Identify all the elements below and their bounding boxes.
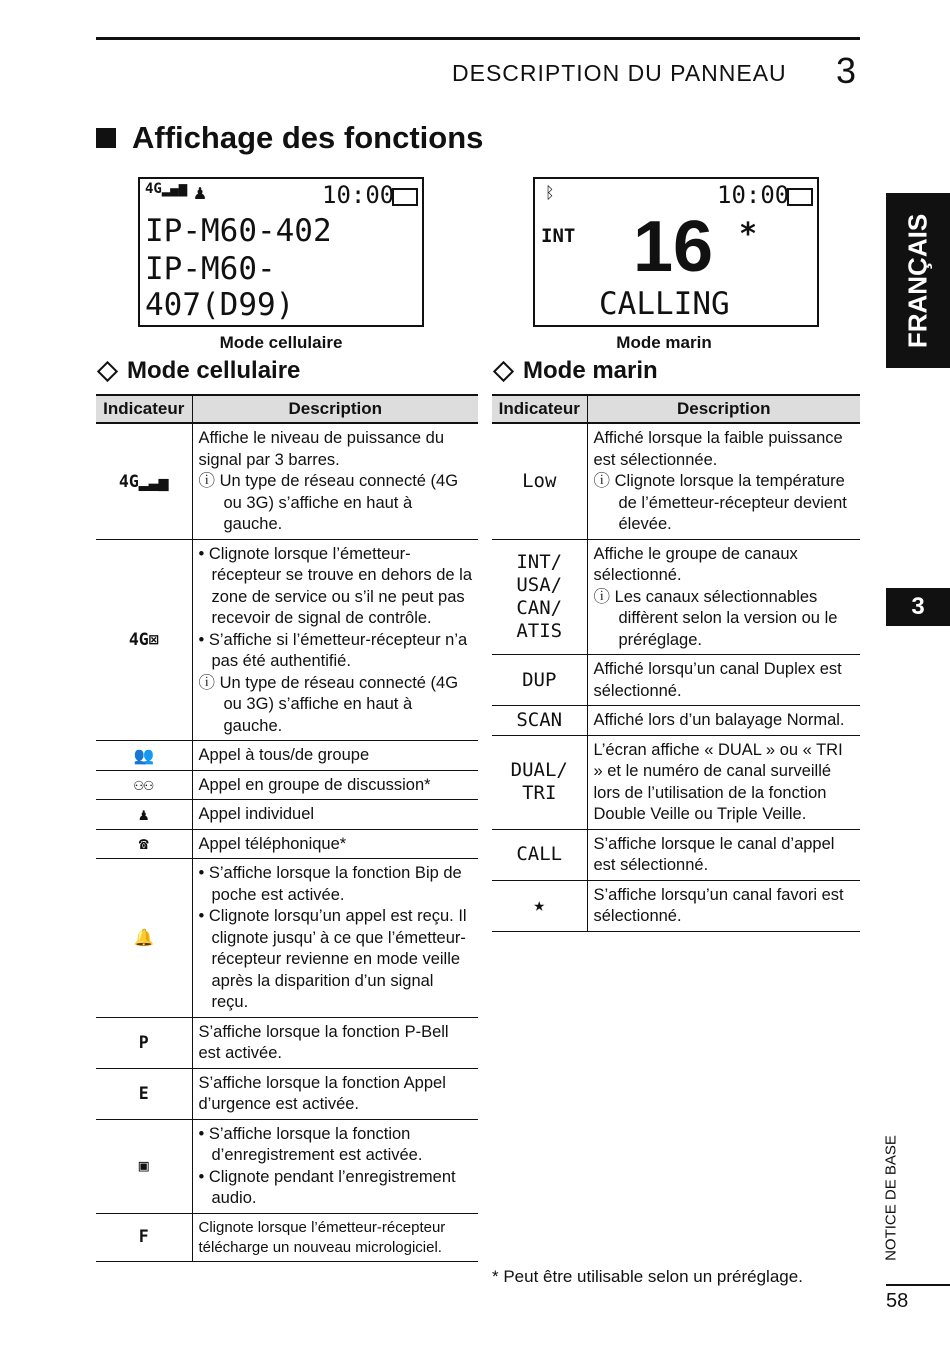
- favorite-star-icon-glyph: ★: [533, 894, 545, 916]
- indicator-description: [587, 706, 860, 736]
- table-row: [96, 829, 478, 859]
- description-note: ⓘ Clignote lorsque la température de l’émetteur-récepteur devient élevée.: [593, 472, 847, 533]
- favorite-star-icon: [492, 880, 587, 931]
- no-signal-4g-icon-glyph: 4G⊠: [128, 630, 159, 649]
- screen-line-2: IP-M60-407(D99): [145, 251, 295, 323]
- description-bullet: • S’affiche lorsque la fonction Bip de poche est activée.: [198, 864, 462, 904]
- table-row: [492, 880, 860, 931]
- diamond-icon: [493, 360, 514, 381]
- section-side-label-text: NOTICE DE BASE: [882, 1134, 900, 1261]
- channel-number: 16: [633, 207, 714, 287]
- marine-heading-text: Mode marin: [523, 357, 658, 384]
- telephone-call-icon-glyph: ☎: [138, 834, 149, 853]
- table-row: [96, 1119, 478, 1213]
- description-p: L’écran affiche « DUAL » ou « TRI » et le numéro de canal surveillé lors de l’utilisation de la fonction Double Veille ou Triple Veille.: [593, 740, 843, 823]
- all-group-call-icon-glyph: 👥: [133, 745, 155, 765]
- pocket-beep-icon-glyph: 🔔: [133, 928, 155, 947]
- all-group-call-icon: [96, 741, 192, 771]
- indicator-description: [192, 770, 478, 800]
- individual-call-icon-glyph: ♟: [138, 804, 149, 824]
- emergency-call-icon-glyph: E: [138, 1083, 149, 1103]
- language-tab: [886, 193, 950, 368]
- call-channel-icon: [492, 829, 587, 880]
- footnote: * Peut être utilisable selon un préréglage.: [492, 1267, 803, 1286]
- signal-4g-icon: [96, 423, 192, 539]
- description-note: ⓘ Un type de réseau connecté (4G ou 3G) s’affiche en haut à gauche.: [198, 472, 459, 533]
- low-power-icon: [492, 423, 587, 539]
- dual-tri-watch-icon-glyph: DUAL/ TRI: [510, 759, 568, 804]
- indicator-description: [192, 1017, 478, 1068]
- indicator-description: [192, 1068, 478, 1119]
- description-p: Appel téléphonique*: [198, 834, 347, 853]
- section-side-label: [876, 1130, 906, 1265]
- telephone-call-icon: [96, 829, 192, 859]
- indicator-description: [587, 539, 860, 655]
- clock-time: 10:00: [717, 181, 790, 209]
- clock-time: 10:00: [322, 181, 395, 209]
- diamond-icon: [97, 360, 118, 381]
- table-row: [96, 1213, 478, 1261]
- favorite-star-icon: *: [739, 217, 758, 252]
- col-description: Description: [192, 395, 478, 423]
- description-p: Affiché lors d’un balayage Normal.: [593, 711, 845, 729]
- indicator-description: [192, 741, 478, 771]
- low-power-icon-glyph: Low: [522, 469, 557, 492]
- scan-icon-glyph: SCAN: [516, 708, 563, 731]
- indicator-description: [587, 655, 860, 706]
- p-bell-icon-glyph: P: [138, 1032, 149, 1052]
- description-p: Affiche le groupe de canaux sélectionné.: [593, 544, 798, 584]
- language-tab-label: FRANÇAIS: [902, 213, 933, 348]
- individual-call-icon: ♟: [194, 180, 207, 204]
- indicator-description: [587, 423, 860, 539]
- table-row: [492, 539, 860, 655]
- table-row: [492, 423, 860, 539]
- description-p: Affiché lorsque la faible puissance est sélectionnée.: [593, 429, 843, 469]
- description-p: S’affiche lorsque la fonction Appel d’urgence est activée.: [198, 1073, 446, 1113]
- marine-indicator-table: [492, 394, 860, 932]
- table-row: [96, 859, 478, 1018]
- description-note: ⓘ Les canaux sélectionnables diffèrent selon la version ou le préréglage.: [593, 587, 838, 649]
- description-p: Appel à tous/de groupe: [198, 746, 370, 764]
- description-bullet: • Clignote lorsqu’un appel est reçu. Il clignote jusqu’ à ce que l’émetteur-récepteur revienne en mode veille après la disparition d’un signal reçu.: [198, 907, 467, 1011]
- channel-group: INT: [541, 225, 576, 247]
- indicator-description: [587, 829, 860, 880]
- table-row: [96, 1017, 478, 1068]
- bluetooth-icon: ᛒ: [545, 183, 555, 202]
- signal-4g-icon: 4G▂▄▆: [145, 181, 188, 197]
- chapter-number: 3: [836, 50, 857, 91]
- firmware-f-icon-glyph: F: [138, 1227, 149, 1247]
- p-bell-icon: [96, 1017, 192, 1068]
- call-channel-icon-glyph: CALL: [516, 843, 563, 865]
- talkgroup-call-icon-glyph: ⚇⚇: [133, 775, 154, 794]
- firmware-f-icon: [96, 1213, 192, 1261]
- table-row: [492, 655, 860, 706]
- table-row: [492, 706, 860, 736]
- section-title: DESCRIPTION DU PANNEAU: [452, 60, 787, 86]
- description-small: Clignote lorsque l’émetteur-récepteur télécharge un nouveau micrologiciel.: [198, 1218, 446, 1256]
- table-row: [492, 735, 860, 829]
- description-p: S’affiche lorsque le canal d’appel est sélectionné.: [593, 834, 835, 874]
- marine-heading: [492, 357, 658, 385]
- description-bullet: • S’affiche lorsque la fonction d’enregistrement est activée.: [198, 1124, 423, 1164]
- indicator-description: [587, 735, 860, 829]
- dual-tri-watch-icon: [492, 735, 587, 829]
- table-row: [96, 741, 478, 771]
- description-p: S’affiche lorsqu’un canal favori est sélectionné.: [593, 885, 844, 925]
- indicator-description: [192, 859, 478, 1018]
- description-p: Affiche le niveau de puissance du signal par 3 barres.: [198, 429, 445, 469]
- page-title: [96, 120, 483, 156]
- col-indicator: Indicateur: [96, 395, 192, 423]
- cellular-screen: [138, 177, 424, 327]
- pocket-beep-icon: [96, 859, 192, 1018]
- duplex-icon: [492, 655, 587, 706]
- description-p: Appel en groupe de discussion*: [198, 775, 431, 794]
- marine-screen: [533, 177, 819, 327]
- page-number-rule: [886, 1284, 950, 1286]
- description-p: Appel individuel: [198, 805, 315, 823]
- col-description: Description: [587, 395, 860, 423]
- table-row: [492, 829, 860, 880]
- chapter-tab: 3: [886, 588, 950, 626]
- cellular-indicator-table: [96, 394, 478, 1262]
- signal-4g-icon-glyph: 4G▂▃▅: [118, 471, 169, 491]
- indicator-description: [587, 880, 860, 931]
- battery-icon: [392, 188, 418, 206]
- description-note: ⓘ Un type de réseau connecté (4G ou 3G) s’affiche en haut à gauche.: [198, 673, 459, 735]
- recording-icon-glyph: ▣: [138, 1156, 149, 1176]
- description-bullet: • S’affiche si l’émetteur-récepteur n’a pas été authentifié.: [198, 630, 468, 670]
- description-p: Affiché lorsqu’un canal Duplex est sélectionné.: [593, 660, 842, 700]
- duplex-icon-glyph: DUP: [522, 668, 557, 691]
- page-title-text: Affichage des fonctions: [132, 120, 484, 155]
- page-number: 58: [886, 1290, 909, 1312]
- description-p: S’affiche lorsque la fonction P-Bell est activée.: [198, 1022, 449, 1062]
- channel-group-icon-glyph: INT/ USA/ CAN/ ATIS: [516, 550, 563, 642]
- indicator-description: [192, 1119, 478, 1213]
- no-signal-4g-icon: [96, 539, 192, 741]
- cellular-heading-text: Mode cellulaire: [127, 357, 301, 384]
- square-bullet-icon: [96, 128, 116, 148]
- description-bullet: • Clignote lorsque l’émetteur-récepteur se trouve en dehors de la zone de service ou s’il ne peut pas recevoir de signal de contrôle.: [198, 544, 472, 627]
- table-row: [96, 770, 478, 800]
- screen-line-1: IP-M60-402: [145, 213, 332, 249]
- table-row: [96, 423, 478, 539]
- battery-icon: [787, 188, 813, 206]
- table-row: [96, 1068, 478, 1119]
- individual-call-icon: [96, 800, 192, 830]
- recording-icon: [96, 1119, 192, 1213]
- indicator-description: [192, 539, 478, 741]
- status-text: CALLING: [599, 286, 730, 322]
- cellular-heading: [96, 357, 300, 385]
- table-row: [96, 800, 478, 830]
- indicator-description: [192, 829, 478, 859]
- col-indicator: Indicateur: [492, 395, 587, 423]
- channel-group-icon: [492, 539, 587, 655]
- header-rule: [96, 37, 860, 40]
- cellular-screen-caption: Mode cellulaire: [219, 333, 343, 352]
- indicator-description: [192, 1213, 478, 1261]
- description-bullet: • Clignote pendant l’enregistrement audio.: [198, 1167, 456, 1207]
- table-row: [96, 539, 478, 741]
- talkgroup-call-icon: [96, 770, 192, 800]
- scan-icon: [492, 706, 587, 736]
- emergency-call-icon: [96, 1068, 192, 1119]
- indicator-description: [192, 800, 478, 830]
- indicator-description: [192, 423, 478, 539]
- marine-screen-caption: Mode marin: [616, 333, 712, 352]
